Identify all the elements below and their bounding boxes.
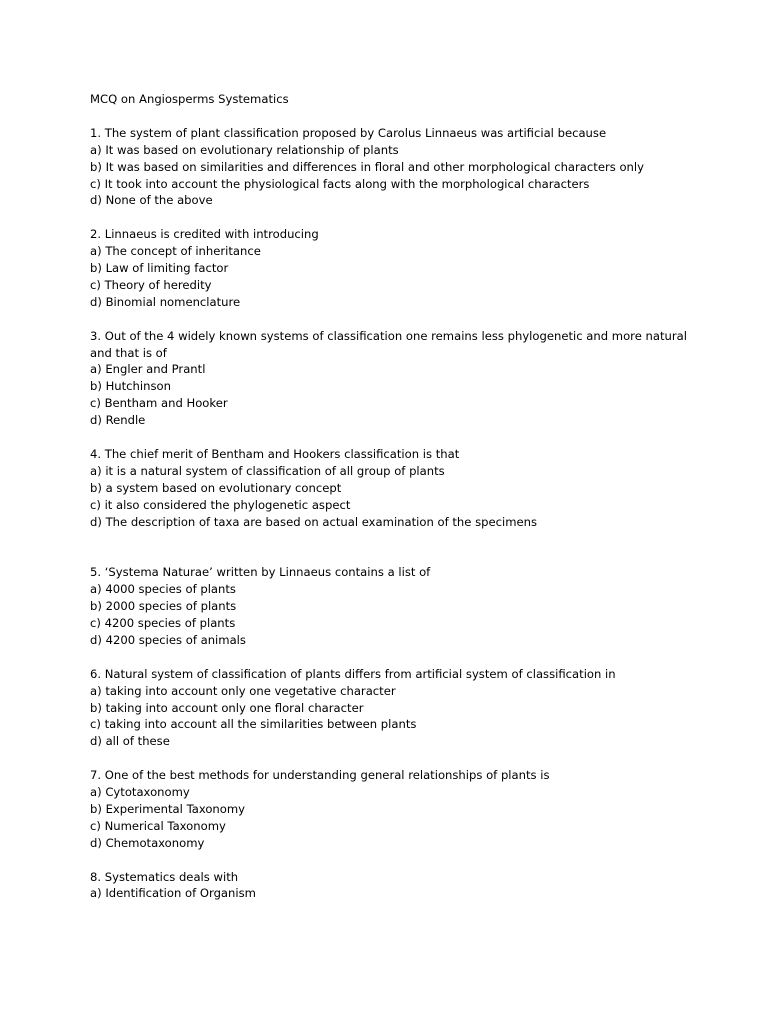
answer-option-c: c) it also considered the phylogenetic aspect: [90, 497, 351, 512]
question-5: [90, 564, 690, 649]
answer-option-c: c) It took into account the physiological facts along with the morphological characters: [90, 176, 590, 191]
answer-option-c: c) Numerical Taxonomy: [90, 818, 226, 833]
question-1: [90, 125, 690, 210]
question-6: [90, 666, 690, 751]
question-2: [90, 226, 690, 311]
answer-option-b: b) taking into account only one floral character: [90, 700, 364, 715]
answer-option-a: a) 4000 species of plants: [90, 582, 236, 597]
answer-option-a: a) taking into account only one vegetative character: [90, 683, 396, 698]
answer-option-b: b) Experimental Taxonomy: [90, 801, 246, 816]
answer-option-b: b) Law of limiting factor: [90, 261, 229, 276]
answer-option-c: c) 4200 species of plants: [90, 616, 236, 631]
question-stem: 2. Linnaeus is credited with introducing: [90, 227, 319, 242]
answer-option-b: b) Hutchinson: [90, 379, 171, 394]
answer-option-c: c) Theory of heredity: [90, 277, 212, 292]
answer-option-a: a) The concept of inheritance: [90, 244, 261, 259]
answer-option-d: d) Rendle: [90, 413, 146, 428]
document-content: [90, 91, 690, 919]
question-stem: 1. The system of plant classification proposed by Carolus Linnaeus was artificial because: [90, 125, 607, 140]
question-4: [90, 446, 690, 531]
answer-option-a: a) It was based on evolutionary relationship of plants: [90, 142, 399, 157]
question-stem: 4. The chief merit of Bentham and Hookers classification is that: [90, 446, 460, 461]
question-stem: 8. Systematics deals with: [90, 869, 239, 884]
question-7: [90, 767, 690, 852]
answer-option-a: a) Identification of Organism: [90, 886, 256, 901]
answer-option-d: d) Chemotaxonomy: [90, 835, 205, 850]
answer-option-c: c) taking into account all the similarities between plants: [90, 717, 417, 732]
question-stem: 7. One of the best methods for understanding general relationships of plants is: [90, 768, 550, 783]
question-8: [90, 869, 690, 903]
answer-option-c: c) Bentham and Hooker: [90, 396, 228, 411]
question-stem: 6. Natural system of classification of plants differs from artificial system of classification in: [90, 666, 616, 681]
answer-option-a: a) Engler and Prantl: [90, 362, 206, 377]
answer-option-d: d) Binomial nomenclature: [90, 294, 241, 309]
question-stem: 5. ‘Systema Naturae’ written by Linnaeus contains a list of: [90, 565, 431, 580]
answer-option-d: d) 4200 species of animals: [90, 632, 246, 647]
document-title: MCQ on Angiosperms Systematics: [90, 92, 289, 106]
answer-option-d: d) The description of taxa are based on actual examination of the specimens: [90, 514, 538, 529]
question-3: [90, 328, 690, 429]
answer-option-b: b) It was based on similarities and differences in floral and other morphological characters only: [90, 159, 644, 174]
answer-option-a: a) it is a natural system of classification of all group of plants: [90, 463, 445, 478]
answer-option-b: b) a system based on evolutionary concept: [90, 480, 342, 495]
answer-option-a: a) Cytotaxonomy: [90, 785, 190, 800]
answer-option-d: d) all of these: [90, 734, 170, 749]
question-stem: 3. Out of the 4 widely known systems of classification one remains less phylogenetic and more natural and that is of: [90, 328, 687, 360]
answer-option-b: b) 2000 species of plants: [90, 599, 237, 614]
answer-option-d: d) None of the above: [90, 193, 213, 208]
